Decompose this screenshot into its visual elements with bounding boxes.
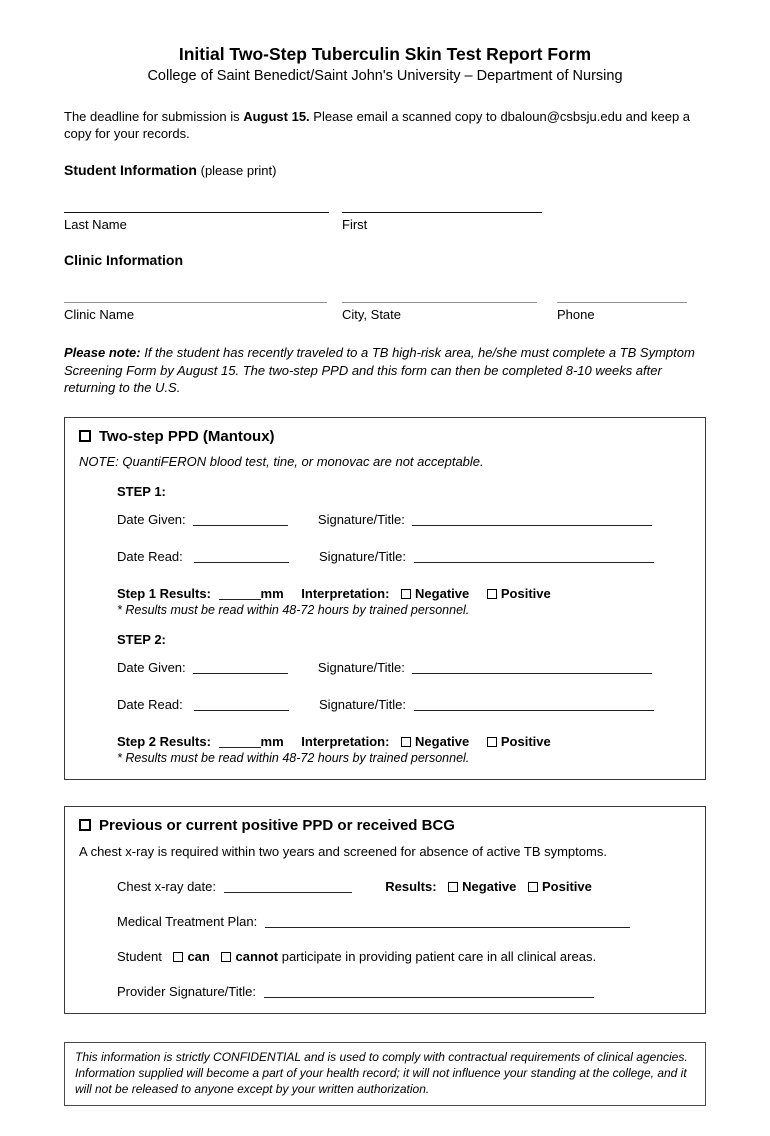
travel-note-text: If the student has recently traveled to a TB high-risk area, he/she must complete a TB Symptom Screening Form by August 15. The two-step PPD and this form can then be completed 8-10 weeks after returning to the U.S. <box>64 345 695 396</box>
first-name-field <box>342 212 542 232</box>
ppd-checkbox[interactable] <box>79 430 91 442</box>
step1-positive-checkbox[interactable] <box>487 589 497 599</box>
city-state-input-line[interactable] <box>342 302 537 303</box>
step2-results-unit: mm <box>260 733 284 749</box>
step2-given-signature-label: Signature/Title: <box>317 659 405 675</box>
phone-input-line[interactable] <box>557 302 687 303</box>
step2-read-signature-label: Signature/Title: <box>319 696 406 712</box>
step2-negative-checkbox[interactable] <box>401 737 411 747</box>
clinic-name-input-line[interactable] <box>64 302 327 303</box>
student-fields-row <box>64 212 706 232</box>
xray-positive-label: Positive <box>542 878 592 894</box>
student-info-print-note: (please print) <box>197 163 277 179</box>
step1-results-line[interactable] <box>219 587 261 600</box>
clinic-name-field <box>64 302 327 322</box>
ppd-section-title: Two-step PPD (Mantoux) <box>99 427 275 445</box>
step1-read-signature-label: Signature/Title: <box>319 548 406 564</box>
student-participation-row <box>117 949 691 964</box>
xray-date-label: Chest x-ray date: <box>117 878 216 894</box>
ppd-section-header <box>79 428 691 445</box>
clinic-info-heading <box>64 252 706 268</box>
step2-positive-checkbox[interactable] <box>487 737 497 747</box>
can-label: can <box>187 948 210 964</box>
city-state-field <box>342 302 537 322</box>
step1-date-given-line[interactable] <box>193 513 288 526</box>
student-info-heading-text: Student Information <box>64 162 197 179</box>
student-label: Student <box>117 948 162 964</box>
phone-field <box>557 302 687 322</box>
bcg-section <box>64 806 706 1014</box>
step1-results-row <box>117 586 691 601</box>
provider-signature-row <box>117 984 691 999</box>
step1-negative-label: Negative <box>415 585 470 601</box>
page-title: Initial Two-Step Tuberculin Skin Test Report Form <box>178 44 592 64</box>
step2-results-line[interactable] <box>219 735 261 748</box>
deadline-text <box>64 108 706 142</box>
ppd-note: NOTE: QuantiFERON blood test, tine, or monovac are not acceptable. <box>79 453 484 469</box>
cannot-checkbox[interactable] <box>221 952 231 962</box>
xray-results-label: Results: <box>385 878 437 894</box>
step2-date-read-line[interactable] <box>194 698 289 711</box>
step2-results-label: Step 2 Results: <box>117 733 211 749</box>
xray-date-row <box>117 879 691 894</box>
step1-results-label: Step 1 Results: <box>117 585 211 601</box>
cannot-label: cannot <box>235 948 279 964</box>
clinic-fields-row <box>64 302 706 322</box>
step1-negative-checkbox[interactable] <box>401 589 411 599</box>
bcg-description: A chest x-ray is required within two years and screened for absence of active TB symptoms. <box>79 843 607 859</box>
deadline-date: August 15. <box>243 109 310 124</box>
step2-date-read-label: Date Read: <box>117 696 183 712</box>
participation-text: participate in providing patient care in all clinical areas. <box>278 948 597 964</box>
page-subtitle: College of Saint Benedict/Saint John's University – Department of Nursing <box>147 68 623 84</box>
step2-date-given-line[interactable] <box>193 661 288 674</box>
can-checkbox[interactable] <box>173 952 183 962</box>
confidential-notice: This information is strictly CONFIDENTIAL and is used to comply with contractual requirements of clinical agencies. Information supplied will become a part of your health record; it will not influence your standing at the college, and it will not be released to anyone except by your written authorization. <box>64 1042 706 1106</box>
step1-date-read-row <box>117 549 691 564</box>
xray-negative-checkbox[interactable] <box>448 882 458 892</box>
step1-given-signature-label: Signature/Title: <box>317 511 405 527</box>
xray-positive-checkbox[interactable] <box>528 882 538 892</box>
step1-results-unit: mm <box>260 585 284 601</box>
step1-given-signature-line[interactable] <box>412 513 652 526</box>
step2-negative-label: Negative <box>415 733 470 749</box>
bcg-rows <box>117 879 691 999</box>
step2-date-given-row <box>117 660 691 675</box>
last-name-label: Last Name <box>64 217 127 233</box>
treatment-plan-row <box>117 914 691 929</box>
student-info-heading <box>64 162 706 178</box>
first-name-input-line[interactable] <box>342 212 542 213</box>
step2-interpretation-label: Interpretation: <box>301 733 390 749</box>
step2-read-signature-line[interactable] <box>414 698 654 711</box>
bcg-checkbox[interactable] <box>79 819 91 831</box>
step2-positive-label: Positive <box>500 733 551 749</box>
ppd-section <box>64 417 706 780</box>
step2-date-read-row <box>117 697 691 712</box>
step1-block <box>117 484 691 765</box>
step1-date-given-row <box>117 512 691 527</box>
deadline-suffix: Please email a scanned copy to dbaloun@csbsju.edu and keep a copy for your records. <box>64 109 691 142</box>
step1-positive-label: Positive <box>500 585 551 601</box>
bcg-section-title: Previous or current positive PPD or received BCG <box>99 816 455 834</box>
step2-date-given-label: Date Given: <box>117 659 186 675</box>
deadline-prefix: The deadline for submission is <box>64 109 244 124</box>
first-name-label: First <box>342 217 368 233</box>
step1-footnote: * Results must be read within 48-72 hours by trained personnel. <box>117 602 470 617</box>
step2-given-signature-line[interactable] <box>412 661 652 674</box>
city-state-label: City, State <box>342 307 402 323</box>
last-name-field <box>64 212 329 232</box>
bcg-section-header <box>79 817 691 834</box>
travel-note <box>64 344 706 396</box>
provider-signature-line[interactable] <box>264 985 594 998</box>
step1-date-read-line[interactable] <box>194 550 289 563</box>
provider-signature-label: Provider Signature/Title: <box>117 983 256 999</box>
last-name-input-line[interactable] <box>64 212 329 213</box>
xray-negative-label: Negative <box>462 878 517 894</box>
phone-label: Phone <box>557 307 595 323</box>
step2-results-row <box>117 734 691 749</box>
step1-heading: STEP 1: <box>117 483 166 499</box>
clinic-info-heading-text: Clinic Information <box>64 252 183 269</box>
step1-interpretation-label: Interpretation: <box>301 585 390 601</box>
step2-heading: STEP 2: <box>117 631 166 647</box>
step1-date-given-label: Date Given: <box>117 511 186 527</box>
clinic-name-label: Clinic Name <box>64 307 135 323</box>
step1-date-read-label: Date Read: <box>117 548 183 564</box>
step1-read-signature-line[interactable] <box>414 550 654 563</box>
xray-date-line[interactable] <box>224 880 352 893</box>
treatment-plan-line[interactable] <box>265 915 630 928</box>
step2-footnote: * Results must be read within 48-72 hours by trained personnel. <box>117 750 470 765</box>
treatment-plan-label: Medical Treatment Plan: <box>117 913 258 929</box>
travel-note-label: Please note: <box>64 345 141 361</box>
